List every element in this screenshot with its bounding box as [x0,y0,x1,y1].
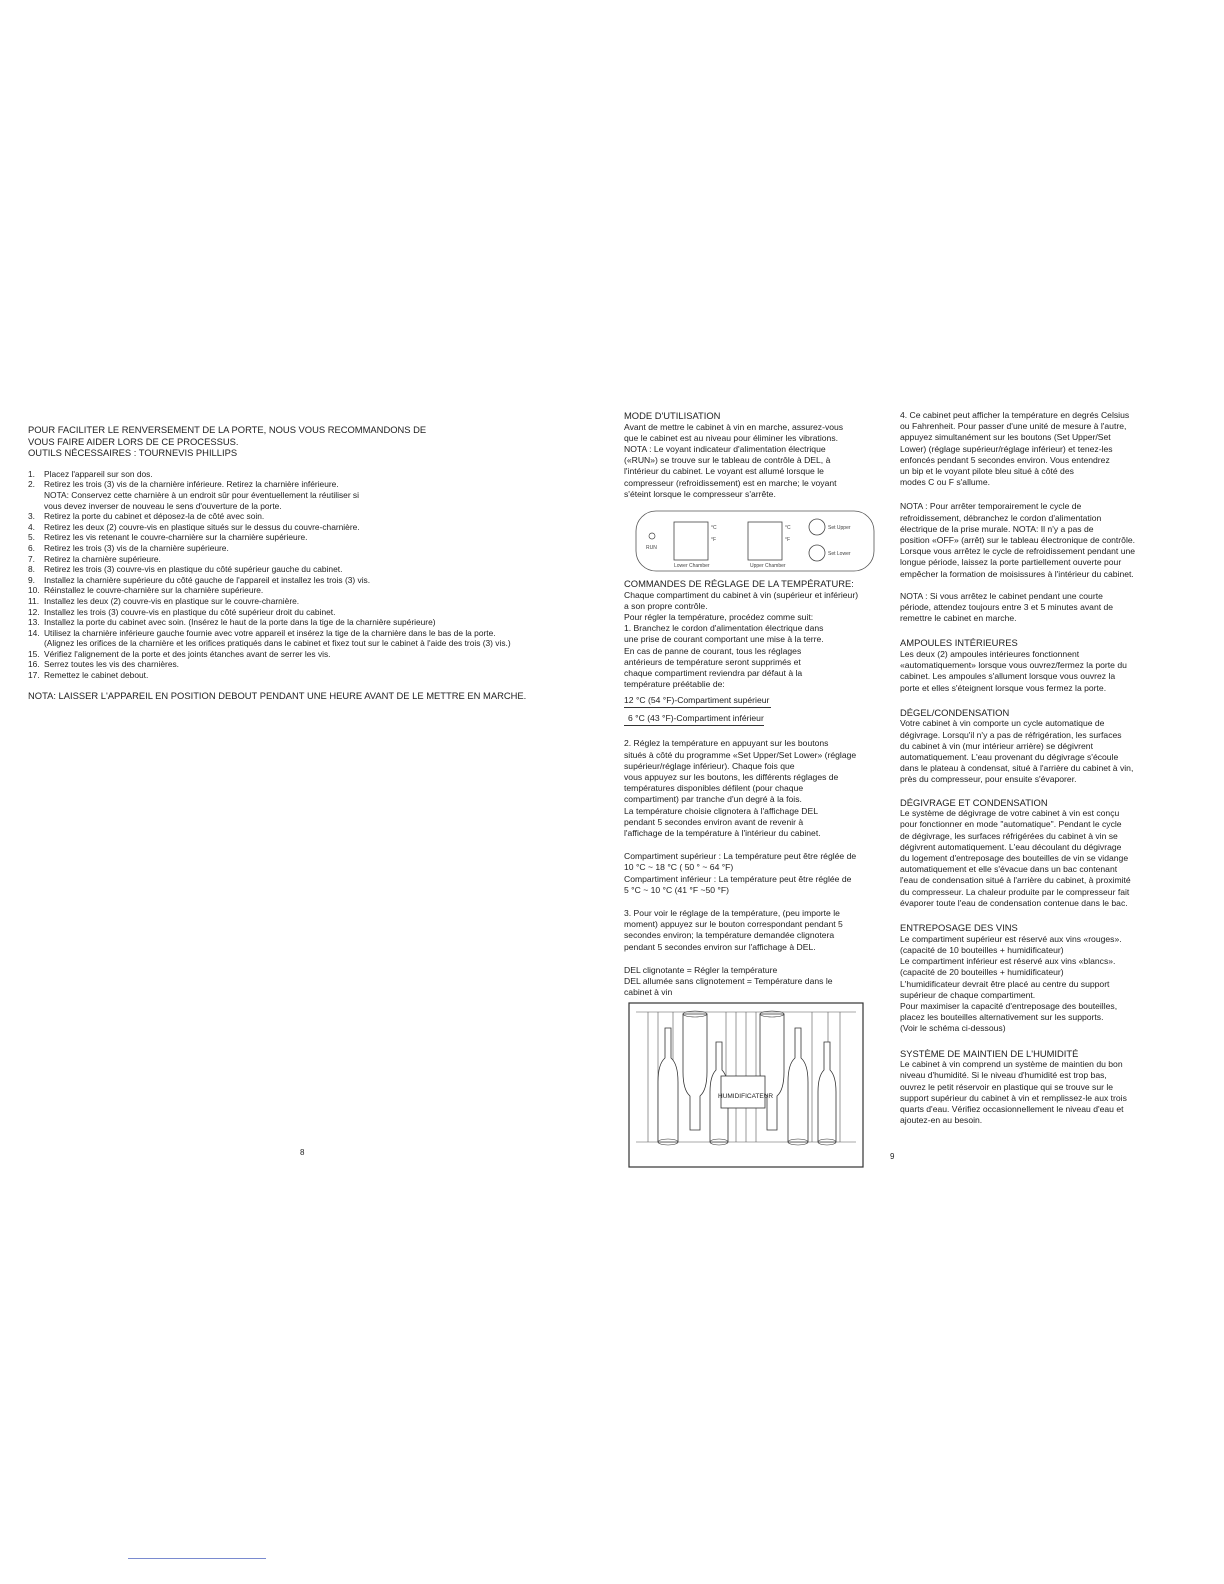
preset-upper: 12 °C (54 °F)-Compartiment supérieur [624,695,771,707]
step-text: Placez l'appareil sur son dos. [44,468,153,479]
humidifier-box [721,1076,765,1108]
middle-column [624,410,894,999]
step-item [28,585,598,596]
step-text: Retirez les trois (3) vis de la charnière supérieure. [44,542,229,553]
step-item [28,479,598,511]
step-text: Retirez les trois (3) couvre-vis en plastique du côté supérieur gauche du cabinet. [44,564,343,575]
step-item [28,670,598,681]
step-text: Retirez les vis retenant le couvre-charnière sur la charnière supérieure. [44,532,308,543]
bottle-1 [658,1028,678,1142]
ranges-text: Compartiment supérieur : La température peut être réglée de 10 °C ~ 18 °C ( 50 ° ~ 64 °F) Compartiment inférieur : La température peut être réglée de 5 °C ~ 10 °C (41 °F ~50 °F) [624,851,857,895]
step-number: 1. [28,468,35,479]
step-text: Remettez le cabinet debout. [44,670,149,681]
step-number: 3. [28,511,35,522]
step-number: 12. [28,606,40,617]
upper-chamber-label: Upper Chamber [750,563,786,570]
page-number-left: 8 [300,1148,305,1157]
step-item [28,554,598,565]
mode-heading: MODE D'UTILISATION [624,410,721,421]
intro-text: POUR FACILITER LE RENVERSEMENT DE LA PORTE, NOUS VOUS RECOMMANDONS DE VOUS FAIRE AIDER LORS DE CE PROCESSUS. OUTILS NÉCESSAIRES : TOURNEVIS PHILLIPS [28,424,427,459]
step-text: Utilisez la charnière inférieure gauche fournie avec votre appareil et insérez la tige de la charnière dans le bas de la porte. (Alignez les orifices de la charnière et les orifices pratiqués dans le cabinet et fixez tout sur le cabinet à l'aide des trois (3) vis.) [44,627,511,649]
step-item [28,511,598,522]
degivrage-heading: DÉGIVRAGE ET CONDENSATION [900,796,1048,808]
step-number: 7. [28,553,35,564]
commands-text: Chaque compartiment du cabinet à vin (supérieur et inférieur) a son propre contrôle. Pour régler la température, procédez comme suit: 1. Branchez le cordon d'alimentation électrique dans une prise de courant comportant une mise à la terre. En cas de panne de courant, tous les réglages antérieurs de température seront supprimés et chaque compartiment reviendra par défaut à la température préétablie de: [624,589,859,690]
set-upper-label: Set Upper [828,525,851,532]
humidity-heading: SYSTÈME DE MAINTIEN DE L'HUMIDITÉ [900,1047,1079,1059]
bulbs-text: Les deux (2) ampoules intérieures fonctionnent «automatiquement» lorsque vous ouvrez/fermez la porte du cabinet. Les ampoules s'allument lorsque vous ouvrez la porte et elles s'éteignent lorsque vous fermez la porte. [900,649,1127,693]
step-number: 16. [28,659,40,670]
step-number: 15. [28,648,40,659]
lower-chamber-label: Lower Chamber [674,563,710,570]
del-blink-text: DEL clignotante = Régler la température [624,964,778,975]
step-item [28,575,598,586]
step-item [28,469,598,480]
run-label: RUN [646,545,657,552]
lower-unit-f: °F [711,537,717,544]
bottle-2 [683,1014,707,1130]
left-page [28,424,598,701]
page-number-right: 9 [890,1152,895,1161]
degel-text: Votre cabinet à vin comporte un cycle automatique de dégivrage. Lorsqu'il n'y a pas de réfrigération, les surfaces du cabinet à vin (mur intérieur arrière) se dégivrent automatiquement. L'eau provenant du dégivrage s'écoule dans le plateau à condensat, situé à l'arrière du cabinet à vin, près du compresseur, pour ensuite s'évaporer. [900,718,1134,785]
upper-unit-f: °F [785,537,791,544]
nota-stop-cycle: NOTA : Pour arrêter temporairement le cycle de refroidissement, débranchez le cordon d'alimentation électrique de la prise murale. NOTA: Il n'y a pas de position «OFF» (arrêt) sur le tableau électronique de contrôle. Lorsque vous arrêtez le cycle de refroidissement pendant une longue période, laissez la porte partiellement ouverte pour empêcher la formation de moisissures à l'intérieur du cabinet. [900,501,1136,579]
mode-text: Avant de mettre le cabinet à vin en marche, assurez-vous que le cabinet est au niveau pour éliminer les vibrations. NOTA : Le voyant indicateur d'alimentation électrique («RUN») se trouve sur le tableau de contrôle à DEL, à l'intérieur du cabinet. Le voyant est allumé lorsque le compresseur (refroidissement) est en marche; le voyant s'éteint lorsque le compresseur s'arrête. [624,421,844,499]
right-column [900,410,1170,1126]
step-number: 13. [28,617,40,628]
step-text: Retirez la charnière supérieure. [44,553,161,564]
run-indicator-icon [649,533,655,539]
upright-note: NOTA: LAISSER L'APPAREIL EN POSITION DEBOUT PENDANT UNE HEURE AVANT DE LE METTRE EN MARCHE. [28,689,527,701]
step-item [28,649,598,660]
step-number: 5. [28,532,35,543]
step-text: Installez la charnière supérieure du côté gauche de l'appareil et installez les trois (3) vis. [44,574,371,585]
step-number: 11. [28,595,40,606]
step3-text: 3. Pour voir le réglage de la température, (peu importe le moment) appuyez sur le bouton correspondant pendant 5 secondes environ; la température demandée clignotera pendant 5 secondes environ sur l'affichage à DEL. [624,908,843,952]
step-item [28,596,598,607]
bottom-rule [128,1558,266,1559]
del-steady-text: DEL allumée sans clignotement = Température dans le cabinet à vin [624,976,833,998]
step-text: Retirez les trois (3) vis de la charnière inférieure. Retirez la charnière inférieure. NOTA: Conservez cette charnière à un endroit sûr pour éventuellement la réutiliser si vous devez inverser de nouveau le sens d'ouverture de la porte. [44,479,359,511]
steps-list [28,469,598,681]
step-item [28,607,598,618]
step-number: 10. [28,585,40,596]
step-text: Installez les trois (3) couvre-vis en plastique du côté supérieur droit du cabinet. [44,606,336,617]
step-item [28,617,598,628]
upper-unit-c: °C [785,525,791,532]
nota-restart: NOTA : Si vous arrêtez le cabinet pendant une courte période, attendez toujours entre 3 et 5 minutes avant de remettre le cabinet en marche. [900,590,1114,624]
preset-lower: 6 °C (43 °F)-Compartiment inférieur [624,713,764,725]
humidifier-label: HUMIDIFICATEUR [718,1093,774,1100]
step-number: 6. [28,542,35,553]
step-number: 8. [28,564,35,575]
lower-unit-c: °C [711,525,717,532]
bulbs-heading: AMPOULES INTÉRIEURES [900,637,1018,649]
step-number: 2. [28,479,35,490]
lower-chamber-display [674,522,708,560]
humidity-text: Le cabinet à vin comprend un système de maintien du bon niveau d'humidité. Si le niveau d'humidité est trop bas, ouvrez le petit réservoir en plastique qui se trouve sur le support supérieur du cabinet à vin et remplissez-le aux trois quarts d'eau. Vérifiez occasionnellement le niveau d'eau et ajoutez-en au besoin. [900,1059,1127,1126]
commands-heading: COMMANDES DE RÉGLAGE DE LA TEMPÉRATURE: [624,578,854,590]
degivrage-text: Le système de dégivrage de votre cabinet à vin est conçu pour fonctionner en mode "automatique". Pendant le cycle de dégivrage, les surfaces réfrigérées du cabinet à vin se dégivrent automatiquement. L'eau découlant du dégivrage du logement d'entreposage des bouteilles de vin se vidange automatiquement et elle s'évacue dans un bac contenant l'eau de condensation situé à l'arrière du cabinet, à proximité du compresseur. La chaleur produite par le compresseur fait évaporer toute l'eau de condensation contenue dans le bac. [900,808,1131,908]
step-text: Retirez la porte du cabinet et déposez-la de côté avec soin. [44,511,265,522]
step-text: Retirez les deux (2) couvre-vis en plastique situés sur le dessus du couvre-charnière. [44,521,360,532]
step-item [28,659,598,670]
step-number: 4. [28,521,35,532]
step-number: 9. [28,574,35,585]
set-lower-label: Set Lower [828,551,851,558]
storage-heading: ENTREPOSAGE DES VINS [900,922,1018,934]
step-item [28,532,598,543]
control-panel-diagram [634,509,878,573]
storage-text: Le compartiment supérieur est réservé aux vins «rouges». (capacité de 10 bouteilles + humidificateur) Le compartiment inférieur est réservé aux vins «blancs». (capacité de 20 bouteilles + humidificateur) L'humidificateur devrait être placé au centre du support supérieur de chaque compartiment. Pour maximiser la capacité d'entreposage des bouteilles, placez les bouteilles alternativement sur les supports. (Voir le schéma ci-dessous) [900,933,1122,1034]
bottle-4 [760,1014,784,1130]
upper-chamber-display [748,522,782,560]
step-item [28,628,598,649]
bottle-5 [788,1028,808,1142]
wine-rack-diagram [628,1002,864,1168]
step-text: Installez la porte du cabinet avec soin. (Insérez le haut de la porte dans la tige de la charnière supérieure) [44,617,436,628]
step-item [28,564,598,575]
set-lower-button[interactable] [809,545,825,561]
step-number: 14. [28,627,40,638]
step-item [28,522,598,533]
degel-heading: DÉGEL/CONDENSATION [900,706,1010,718]
step-number: 17. [28,670,40,681]
step-item [28,543,598,554]
step-text: Réinstallez le couvre-charnière sur la charnière supérieure. [44,585,264,596]
step2-text: 2. Réglez la température en appuyant sur les boutons situés à côté du programme «Set Upper/Set Lower» (réglage supérieur/réglage inférieur). Chaque fois que vous appuyez sur les boutons, les différents réglages de températures disponibles défilent (pour chaque compartiment) par tranche d'un degré à la fois. La température choisie clignotera à l'affichage DEL pendant 5 secondes environ avant de revenir à l'affichage de la température à l'intérieur du cabinet. [624,738,857,839]
step-text: Serrez toutes les vis des charnières. [44,659,179,670]
step-text: Installez les deux (2) couvre-vis en plastique sur le couvre-charnière. [44,595,300,606]
set-upper-button[interactable] [809,519,825,535]
bottle-6 [818,1042,836,1142]
step-text: Vérifiez l'alignement de la porte et des joints étanches avant de serrer les vis. [44,648,331,659]
celsius-fahrenheit-text: 4. Ce cabinet peut afficher la température en degrés Celsius ou Fahrenheit. Pour passer d'une unité de mesure à l'autre, appuyez simultanément sur les boutons (Set Upper/Set Lower) (réglage supérieur/réglage inférieur) et tenez-les enfoncés pendant 5 secondes environ. Vous entendrez un bip et le voyant pilote bleu situé à côté des modes C ou F s'allume. [900,410,1130,488]
